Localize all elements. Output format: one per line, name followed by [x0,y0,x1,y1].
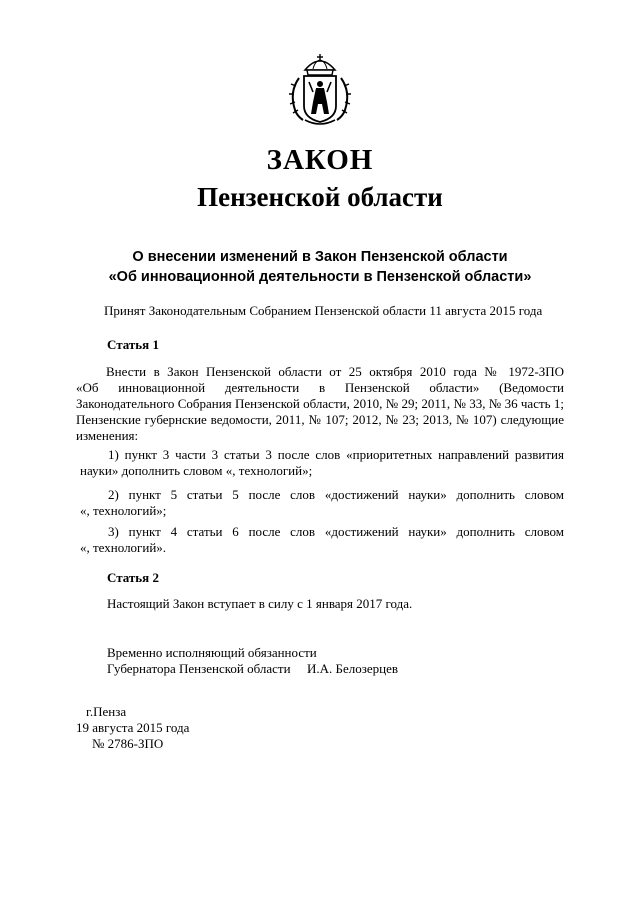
article1-item2-line2: «, технологий»; [80,503,167,518]
article1-item1-line1: 1) пункт 3 части 3 статьи 3 после слов «приоритетных направлений развития [108,447,564,462]
signature-role: Губернатора Пензенской области [107,661,291,676]
signature-name: И.А. Белозерцев [307,661,399,676]
law-subtitle-line1: О внесении изменений в Закон Пензенской области [132,249,508,265]
article1-item3-line2: «, технологий». [80,540,167,555]
law-subtitle-line2: «Об инновационной деятельности в Пензенской области» [108,269,532,285]
article1-intro-line2: «Об инновационной деятельности в Пензенской области» (Ведомости [76,380,564,395]
article1-item2-line1: 2) пункт 5 статьи 5 после слов «достижений науки» дополнить словом [108,487,564,502]
signature-title: Временно исполняющий обязанности [107,645,317,660]
article1-heading: Статья 1 [107,337,159,352]
penza-coat-of-arms-icon [285,52,355,128]
footer-number: № 2786-ЗПО [92,736,164,751]
law-title: ЗАКОН [266,144,374,176]
article1-intro-line4: Пензенские губернские ведомости, 2011, № 107; 2012, № 23; 2013, № 107) следующие [76,412,564,427]
article1-item3-line1: 3) пункт 4 статьи 6 после слов «достижений науки» дополнить словом [108,524,564,539]
article1-item1-line2: науки» дополнить словом «, технологий»; [80,463,313,478]
article1-intro-line5: изменения: [76,428,139,443]
article1-intro-line3: Законодательного Собрания Пензенской области, 2010, № 29; 2011, № 33, № 36 часть 1; [76,396,564,411]
law-region: Пензенской области [197,182,443,212]
article1-intro-line1: Внести в Закон Пензенской области от 25 октября 2010 года № 1972-ЗПО [106,364,564,379]
footer-date: 19 августа 2015 года [76,720,190,735]
article2-heading: Статья 2 [107,570,159,585]
article2-text: Настоящий Закон вступает в силу с 1 января 2017 года. [107,596,413,611]
footer-city: г.Пенза [86,704,127,719]
accepted-note: Принят Законодательным Собранием Пензенской области 11 августа 2015 года [104,303,543,318]
